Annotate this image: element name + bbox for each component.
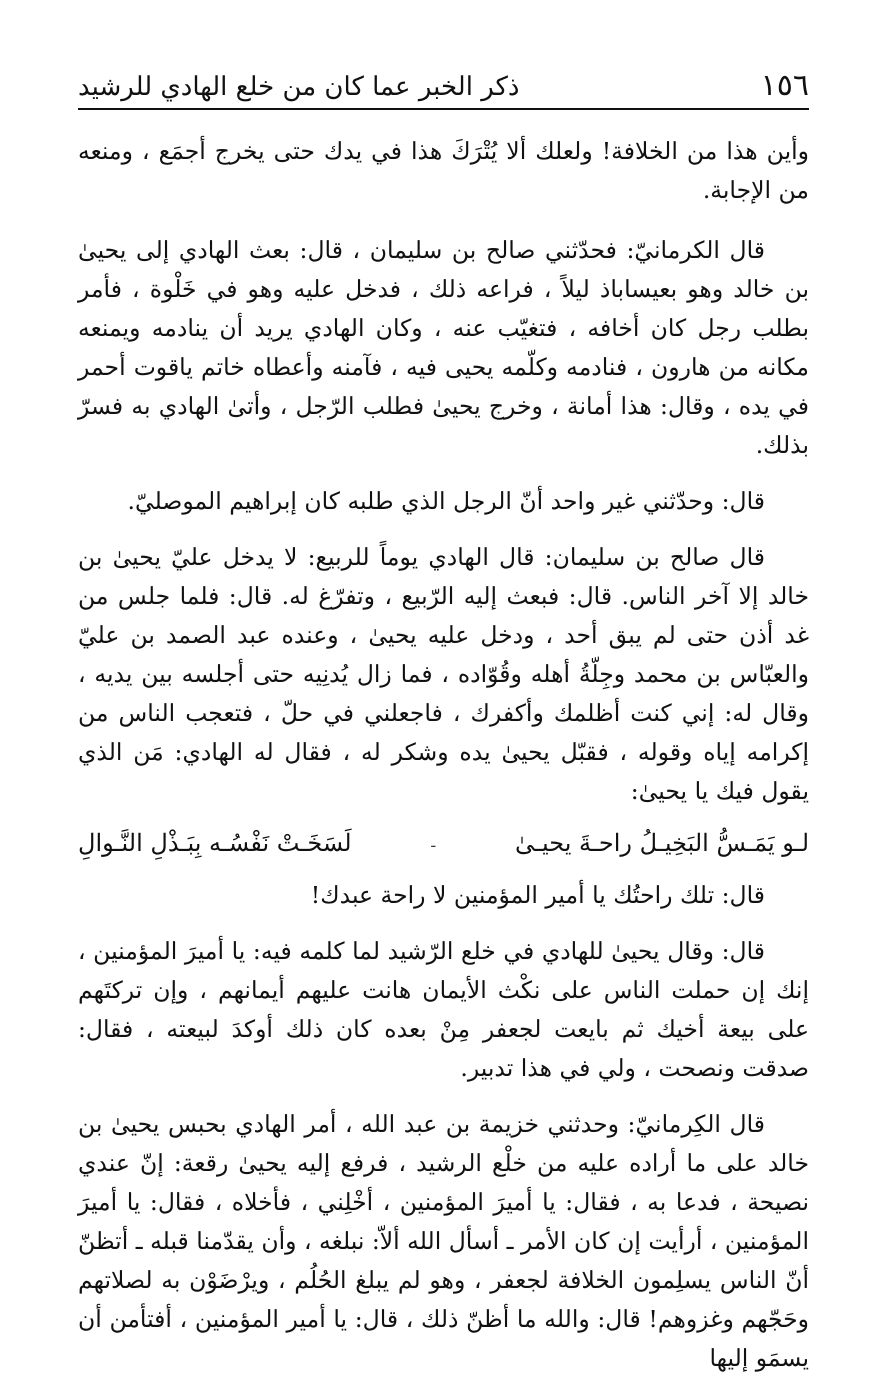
page-header [78, 62, 809, 110]
body-text [78, 132, 809, 1395]
running-title: ذكر الخبر عما كان من خلع الهادي للرشيد [78, 72, 520, 102]
paragraph-5: قال: تلك راحتُك يا أمير المؤمنين لا راحة عبدك! [310, 881, 765, 909]
paragraph-4: قال صالح بن سليمان: قال الهادي يوماً للربيع: لا يدخل عليّ يحيىٰ بن خالد إلا آخر الناس. قال: فبعث إليه الرّبيع ، وتفرّغ له. قال: فلما جلس من غد أذن حتى لم يبق أحد ، ودخل عليه يحيىٰ ، وعنده عبد الصمد بن عليّ والعبّاس بن محمد وجِلّةُ أهله وقُوّاده ، فما زال يُدنِيه حتى أجلسه بين يديه ، وقال له: إني كنت أظلمك وأكفرك ، فاجعلني في حلّ ، فتعجب الناس من إكرامه إياه وقوله ، فقبّل يحيىٰ يده وشكر له ، فقال له الهادي: مَن الذي يقول فيك يا يحيىٰ: [78, 543, 809, 805]
page-number: ١٥٦ [760, 68, 809, 103]
paragraph-1: وأين هذا من الخلافة! ولعلك ألا يُتْرَكَ هذا في يدك حتى يخرج أجمَع ، ومنعه من الإجابة. [78, 137, 809, 204]
paragraph-7: قال الكِرمانيّ: وحدثني خزيمة بن عبد الله ، أمر الهادي بحبس يحيىٰ بن خالد على ما أراده عليه من خلْع الرشيد ، فرفع إليه يحيىٰ رقعة: إنّ عندي نصيحة ، فدعا به ، فقال: يا أميرَ المؤمنين ، أخْلِني ، فأخلاه ، فقال: يا أميرَ المؤمنين ، أرأيت إن كان الأمر ـ أسأل الله ألاّ: نبلغه ، وأن يقدّمنا قبله ـ أتظنّ أنّ الناس يسلِمون الخلافة لجعفر ، وهو لم يبلغ الحُلُم ، ويرْضَوْن به لصلاتهم وحَجّهم وغزوهم! قال: والله ما أظنّ ذلك ، قال: يا أمير المؤمنين ، أفتأمن أن يسمَو إليها [78, 1110, 809, 1372]
verse-first-hemistich: لـو يَمَـسُّ البَخِيـلُ راحـةَ يحيـىٰ [514, 829, 809, 857]
verse-second-hemistich: لَسَخَـتْ نَفْسُـه بِبَـذْلِ النَّـوالِ [78, 829, 352, 857]
paragraph-3: قال: وحدّثني غير واحد أنّ الرجل الذي طلبه كان إبراهيم الموصليّ. [127, 487, 765, 515]
paragraph-6: قال: وقال يحيىٰ للهادي في خلع الرّشيد لما كلمه فيه: يا أميرَ المؤمنين ، إنك إن حملت الناس على نكْث الأيمان هانت عليهم أيمانهم ، وإن تركتَهم على بيعة أخيك ثم بايعت لجعفر مِنْ بعده كان ذلك أوكدَ لبيعته ، فقال: صدقت ونصحت ، ولي في هذا تدبير. [78, 937, 809, 1082]
paragraph-2: قال الكرمانيّ: فحدّثني صالح بن سليمان ، قال: بعث الهادي إلى يحيىٰ بن خالد وهو بعيساباذ ليلاً ، فراعه ذلك ، فدخل عليه وهو في خَلْوة ، فأمر بطلب رجل كان أخافه ، فتغيّب عنه ، وكان الهادي يريد أن ينادمه ويمنعه مكانه من هارون ، فنادمه وكلّمه يحيى فيه ، فآمنه وأعطاه خاتم ياقوت أحمر في يده ، وقال: هذا أمانة ، وخرج يحيىٰ فطلب الرّجل ، وأتىٰ الهادي به فسرّ بذلك. [78, 236, 809, 459]
verse-separator: ـ [431, 835, 436, 851]
poetry-verse [78, 822, 809, 864]
